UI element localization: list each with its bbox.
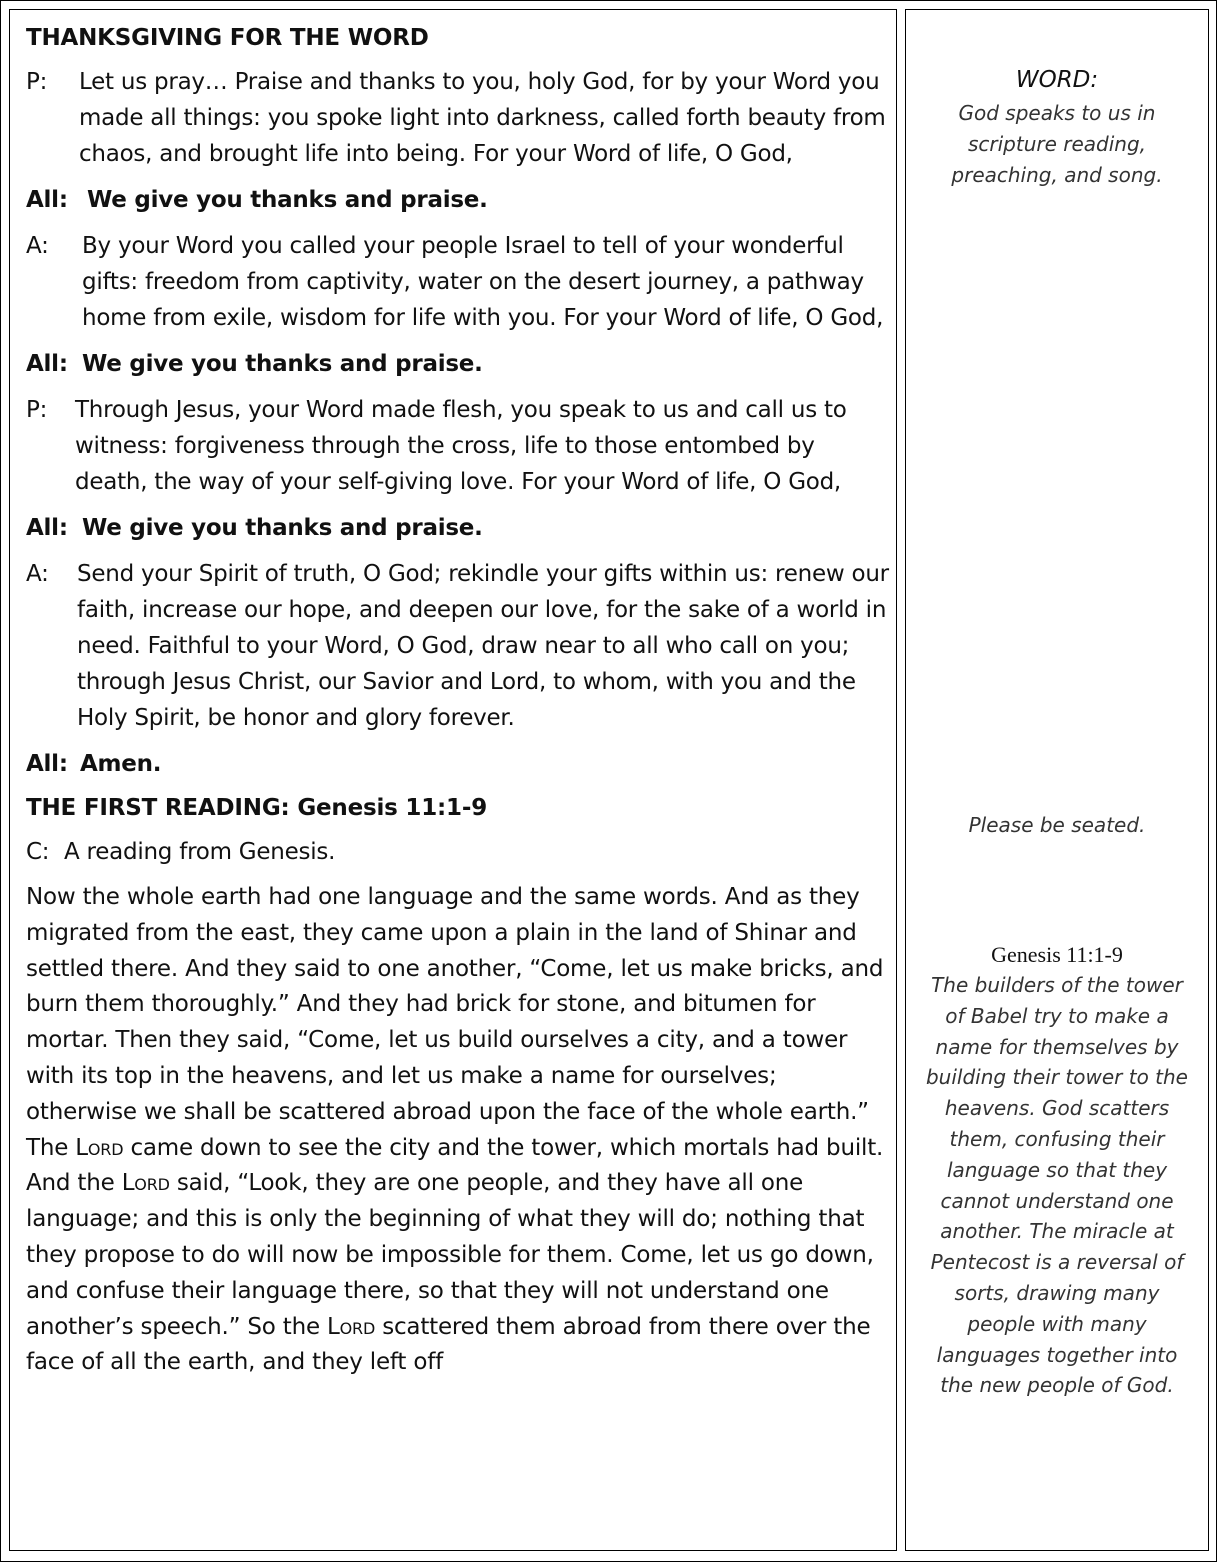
note-line: languages together into bbox=[936, 1342, 1178, 1367]
note-line: language so that they bbox=[946, 1157, 1168, 1182]
response-text: We give you thanks and praise. bbox=[82, 515, 483, 541]
litany-response bbox=[26, 182, 892, 218]
thanksgiving-heading-text: THANKSGIVING FOR THE WORD bbox=[26, 25, 429, 51]
speaker-label: All: bbox=[26, 351, 68, 377]
first-reading-heading bbox=[26, 792, 892, 824]
note-line: another. The miracle at bbox=[940, 1219, 1174, 1244]
litany-response bbox=[26, 346, 892, 382]
note-line: them, confusing their bbox=[949, 1126, 1165, 1151]
note-line: name for themselves by bbox=[935, 1034, 1179, 1059]
lord-smallcaps: Lord bbox=[75, 1134, 124, 1161]
note-line: The builders of the tower bbox=[931, 973, 1183, 997]
litany-part bbox=[26, 64, 892, 172]
litany-part bbox=[26, 228, 892, 336]
genesis-description bbox=[906, 970, 1208, 1401]
word-description bbox=[906, 98, 1208, 191]
reading-segment: scattered them abroad from there over the face of all the earth, and they left off bbox=[26, 1313, 871, 1376]
note-line: of Babel try to make a bbox=[945, 1003, 1169, 1028]
reading-segment: came down to see the city and the tower, which mortals had built. And the bbox=[26, 1134, 884, 1197]
note-line: building their tower to the bbox=[925, 1065, 1188, 1090]
reading-text bbox=[26, 880, 892, 1381]
note-line: scripture reading, bbox=[967, 132, 1147, 156]
speaker-label: C: bbox=[26, 839, 50, 865]
announcement-text: A reading from Genesis. bbox=[64, 839, 336, 865]
note-line: God speaks to us in bbox=[958, 101, 1156, 125]
speaker-label: A: bbox=[26, 561, 49, 587]
response-text: We give you thanks and praise. bbox=[82, 351, 483, 377]
speaker-label: All: bbox=[26, 187, 68, 213]
genesis-note bbox=[906, 939, 1208, 1401]
first-reading-label: THE FIRST READING: bbox=[26, 795, 290, 821]
speaker-label: P: bbox=[26, 397, 48, 423]
thanksgiving-heading bbox=[26, 22, 892, 54]
lord-smallcaps: Lord bbox=[121, 1170, 170, 1197]
litany-part bbox=[26, 392, 892, 500]
note-line: people with many bbox=[967, 1311, 1147, 1336]
word-note bbox=[906, 62, 1208, 191]
litany-part bbox=[26, 556, 892, 736]
main-column bbox=[9, 9, 897, 1551]
response-text: We give you thanks and praise. bbox=[87, 187, 488, 213]
litany-response bbox=[26, 510, 892, 546]
note-line: sorts, drawing many bbox=[954, 1280, 1160, 1305]
litany-text: Through Jesus, your Word made flesh, you speak to us and call us to witness: forgiveness through the cross, life to those entombed by death, the way of your self-giving love. For your Word of life, O God, bbox=[75, 397, 847, 495]
note-line: the new people of God. bbox=[940, 1373, 1174, 1398]
response-text: Amen. bbox=[80, 751, 162, 777]
first-reading-ref: Genesis 11:1-9 bbox=[297, 795, 487, 821]
litany-text: Send your Spirit of truth, O God; rekindle your gifts within us: renew our faith, increase our hope, and deepen our love, for the sake of a world in need. Faithful to your Word, O God, draw near to all who call on you; through Jesus Christ, our Savior and Lord, to whom, with you and the Holy Spirit, be honor and glory forever. bbox=[77, 561, 889, 731]
sidebar-column bbox=[905, 9, 1209, 1551]
note-line: cannot understand one bbox=[940, 1188, 1174, 1213]
seated-instruction: Please be seated. bbox=[968, 813, 1146, 837]
speaker-label: All: bbox=[26, 751, 68, 777]
word-title: WORD: bbox=[1015, 67, 1099, 93]
reading-announcement bbox=[26, 834, 892, 870]
lord-smallcaps: Lord bbox=[327, 1313, 376, 1340]
litany-amen bbox=[26, 746, 892, 782]
litany-text: By your Word you called your people Israel to tell of your wonderful gifts: freedom from captivity, water on the desert journey, a pathway home from exile, wisdom for life with you. For your Word of life, O God, bbox=[82, 233, 884, 331]
note-line: preaching, and song. bbox=[951, 163, 1163, 187]
genesis-reference: Genesis 11:1-9 bbox=[991, 942, 1123, 967]
speaker-label: All: bbox=[26, 515, 68, 541]
speaker-label: P: bbox=[26, 69, 48, 95]
reading-segment: said, “Look, they are one people, and they have all one language; and this is only the beginning of what they will do; nothing that they propose to do will now be impossible for them. Come, let us go down, and confuse their language there, so that they will not understand one another’s speech.” So the bbox=[26, 1170, 874, 1340]
note-line: Pentecost is a reversal of bbox=[930, 1250, 1184, 1275]
main-content bbox=[26, 22, 892, 1381]
note-line: heavens. God scatters bbox=[944, 1096, 1170, 1121]
reading-segment: Now the whole earth had one language and the same words. And as they migrated from the east, they came upon a plain in the land of Shinar and settled there. And they said to one another, “Come, let us make bricks, and burn them thoroughly.” And they had brick for stone, and bitumen for mortar. Then they said, “Come, let us build ourselves a city, and a tower with its top in the heavens, and let us make a name for ourselves; otherwise we shall be scattered abroad upon the face of the whole earth.” The bbox=[26, 884, 884, 1161]
speaker-label: A: bbox=[26, 233, 49, 259]
litany-text: Let us pray… Praise and thanks to you, holy God, for by your Word you made all things: you spoke light into darkness, called forth beauty from chaos, and brought life into being. For your Word of life, O God, bbox=[79, 69, 886, 167]
